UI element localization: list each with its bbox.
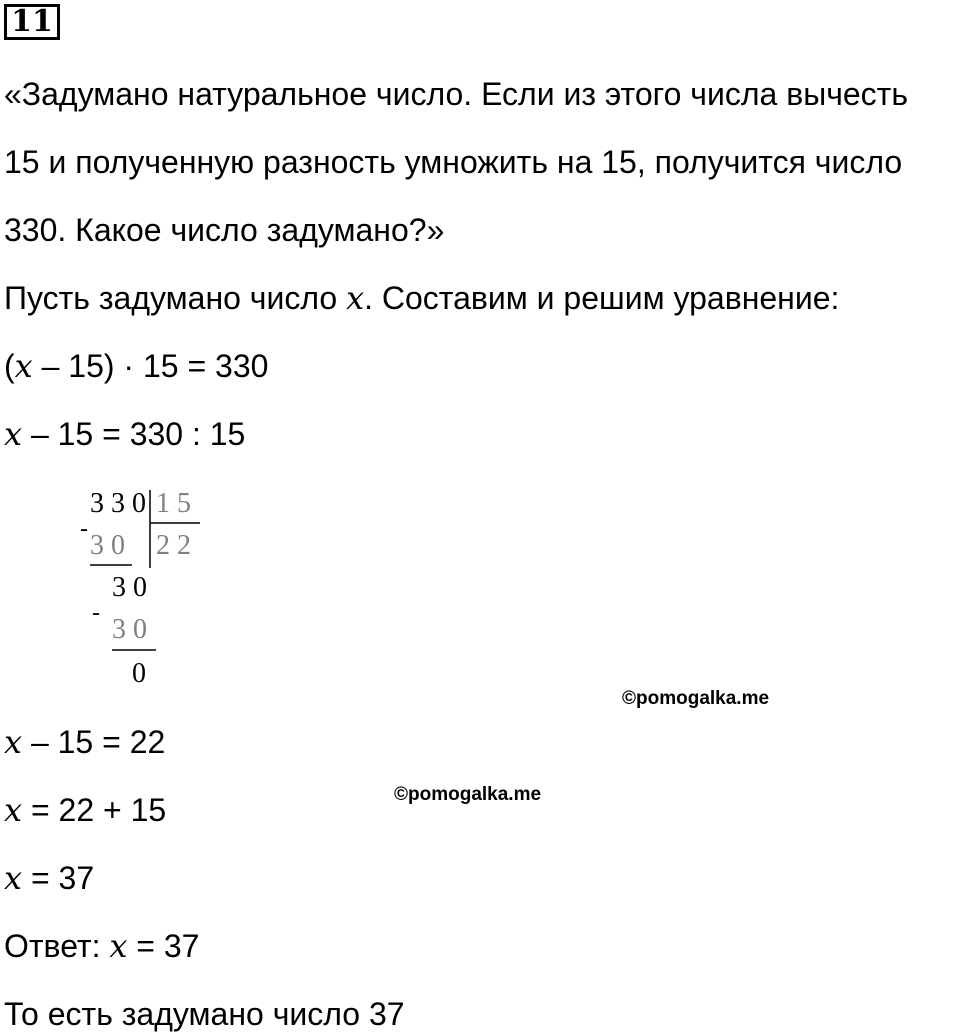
equation-5-rest: = 37 [22, 860, 95, 896]
variable-x: x [4, 859, 23, 897]
setup-line [4, 278, 839, 318]
variable-x: x [4, 415, 23, 453]
equation-3 [4, 722, 165, 762]
minus-sign-2: - [92, 600, 100, 626]
variable-x: x [14, 347, 33, 385]
step1-subtrahend: 3 0 [90, 530, 125, 561]
problem-text-line-3: 330. Какое число задумано?» [4, 212, 445, 248]
variable-x: x [109, 927, 128, 965]
step2-minuend: 3 0 [112, 572, 147, 603]
setup-prefix: Пусть задумано число [4, 280, 347, 316]
variable-x: x [4, 791, 23, 829]
answer-label: Ответ: [4, 928, 110, 964]
answer-line [4, 926, 199, 966]
answer-value: = 37 [127, 928, 200, 964]
conclusion-line: То есть задумано число 37 [4, 996, 405, 1032]
equation-4 [4, 790, 166, 830]
equation-1-rest: – 15) · 15 = 330 [32, 348, 269, 384]
equation-4-rest: = 22 + 15 [22, 792, 167, 828]
problem-text-line-1: «Задумано натуральное число. Если из этого числа вычесть [4, 76, 908, 112]
problem-number-badge: 11 [4, 4, 60, 40]
equation-2 [4, 414, 245, 454]
step2-subtrahend: 3 0 [112, 614, 147, 645]
variable-x: x [4, 723, 23, 761]
equation-1-open: ( [4, 348, 15, 384]
long-division [80, 480, 220, 690]
equation-5 [4, 858, 94, 898]
divisor: 1 5 [156, 488, 191, 519]
setup-suffix: . Составим и решим уравнение: [364, 280, 840, 316]
dividend: 3 3 0 [90, 488, 146, 519]
watermark: ©pomogalka.me [394, 784, 542, 805]
watermark: ©pomogalka.me [622, 688, 770, 709]
problem-text-line-2: 15 и полученную разность умножить на 15, получится число [4, 144, 903, 180]
equation-3-rest: – 15 = 22 [22, 724, 166, 760]
quotient: 2 2 [156, 530, 191, 561]
remainder: 0 [132, 658, 146, 689]
variable-x: x [346, 279, 365, 317]
equation-2-rest: – 15 = 330 : 15 [22, 416, 246, 452]
minus-sign-1: - [80, 516, 88, 542]
equation-1 [4, 346, 268, 386]
